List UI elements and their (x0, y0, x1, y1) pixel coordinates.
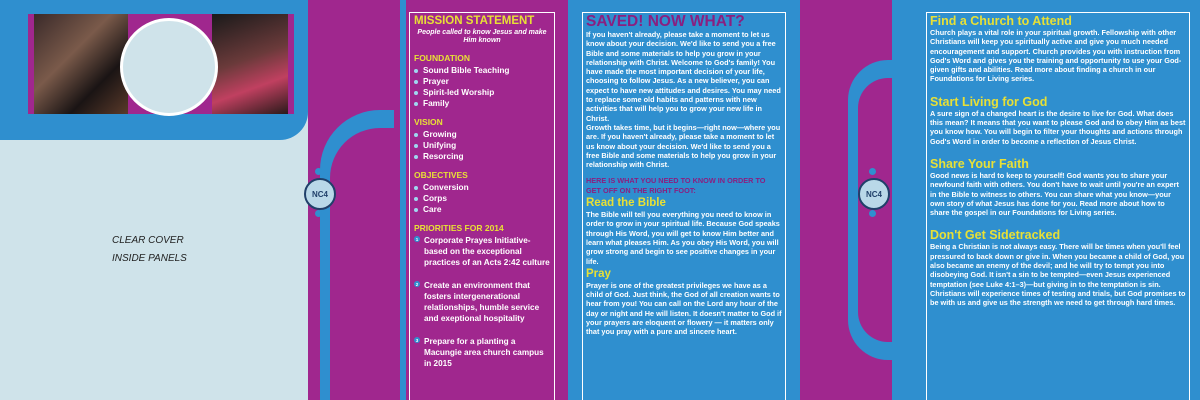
list-item: Spirit-led Worship (414, 87, 550, 98)
nc4-badge-right: NC4 (858, 178, 890, 210)
number-badge-icon: 2 (415, 281, 419, 287)
objectives-heading: OBJECTIVES (414, 170, 468, 180)
badge-dot-icon (869, 210, 876, 217)
living-heading: Start Living for God (930, 94, 1048, 109)
read-bible-heading: Read the Bible (586, 197, 666, 210)
divider-tab-left-inner (330, 128, 394, 400)
priorities-list (414, 235, 550, 369)
mission-panel-edge (400, 0, 406, 400)
badge-dot-icon (315, 210, 322, 217)
list-item: Sound Bible Teaching (414, 65, 550, 76)
sidetracked-heading: Don't Get Sidetracked (930, 228, 1061, 243)
number-badge-icon: 1 (415, 236, 419, 242)
mission-subtitle: People called to know Jesus and make Him known (417, 29, 547, 44)
list-item (414, 235, 550, 268)
list-item: Prayer (414, 76, 550, 87)
list-item (414, 280, 550, 324)
foundation-heading: FOUNDATION (414, 53, 471, 63)
list-item: Unifying (414, 140, 550, 151)
sidetracked-text: Being a Christian is not always easy. There will be times when you'll feel pressured to back down or give in. When you became a child of God, you also became an enemy of the devil; and he will try to tempt you into disobeying God. It isn't a sin to be tempted—even Jesus experienced temptation (see Luke 4:1–3)—but giving in to the temptation is sin. Christians will experience times of testing and trials, but God promises to be with us and give us the strength we need to get through hard times. (930, 242, 1186, 308)
clear-cover-label: CLEAR COVER (112, 235, 184, 246)
nc4-badge-left: NC4 (304, 178, 336, 210)
list-item: Growing (414, 129, 550, 140)
saved-callout: HERE IS WHAT YOU NEED TO KNOW IN ORDER TO GET OFF ON THE RIGHT FOOT: (586, 176, 766, 195)
church-text: Church plays a vital role in your spiritual growth. Fellowship with other Christians will keep you spiritually active and give you much needed encouragement and support. Church provides you with instruction from God's Word and gives you the training and opportunity to use your God-given gifts and abilities. Read more about finding a church in our Foundations for Living series. (930, 28, 1182, 84)
saved-intro: If you haven't already, please take a moment to let us know about your decision. We'd like to send you a free Bible and some materials to help you grow in your relationship with Christ. Welcome to God's family! You have made the most important decision of your life, choosing to follow Jesus. As a new believer, you can expect to have new attitudes and desires. You may need to replace some old habits and patterns with new activities that will help you to grow your new life in Christ. (586, 30, 781, 123)
saved-title: SAVED! NOW WHAT? (586, 13, 745, 30)
list-item: Family (414, 98, 550, 109)
faith-text: Good news is hard to keep to yourself! God wants you to share your newfound faith with others. You don't have to wait until you're an expert in the Bible to witness to others. You can share what you know—your own story of what Jesus has done for you. Read more about how to share the gospel in our Foundations for Living series. (930, 170, 1179, 218)
foundation-list (414, 65, 550, 109)
badge-dot-icon (869, 168, 876, 175)
list-item: Corps (414, 193, 550, 204)
saved-box (582, 12, 786, 400)
cover-circle-cutout (120, 18, 218, 116)
pray-heading: Pray (586, 267, 611, 280)
mission-box (409, 12, 555, 400)
read-bible-text: The Bible will tell you everything you need to know in order to grow in your spiritual life. Because God speaks through His Word, you will get to know Him better and learn what pleases Him. As you obey His Word, you will grow strong and begin to see positive changes in your life. (586, 210, 780, 266)
priority-text: Prepare for a planting a Macungie area church campus in 2015 (424, 337, 544, 368)
mission-title: MISSION STATEMENT (414, 15, 535, 27)
list-item (414, 336, 550, 369)
pray-text: Prayer is one of the greatest privileges we have as a child of God. Just think, the God of all creation wants to hear from you! You can call on the Lord any hour of the day or night and He will listen. It doesn't matter to God if your prayers are eloquent or flowery — it matters only that you pray with a pure and sincere heart. (586, 280, 782, 337)
saved-intro-2: Growth takes time, but it begins—right now—where you are. If you haven't already, please take a moment to let us know about your decision. We'd like to send you a free Bible and some materials to help you grow in your relationship with Christ. (586, 122, 781, 170)
faith-heading: Share Your Faith (930, 156, 1029, 171)
church-heading: Find a Church to Attend (930, 14, 1072, 28)
growth-box (926, 12, 1190, 400)
guitarist-photo (34, 14, 128, 114)
priorities-heading: PRIORITIES FOR 2014 (414, 223, 504, 233)
list-item: Resorcing (414, 151, 550, 162)
badge-dot-icon (315, 168, 322, 175)
worship-crowd-photo (212, 14, 288, 114)
living-text: A sure sign of a changed heart is the desire to live for God. What does this mean? It means that you want to please God and to obey Him as best you know how. You will begin to filter your thoughts and actions through God's Word in order to become a reflection of Jesus Christ. (930, 108, 1186, 146)
vision-heading: VISION (414, 117, 443, 127)
priority-text: Corporate Prayes Initiative-based on the exceptional practices of an Acts 2:42 culture (424, 236, 550, 267)
number-badge-icon: 3 (415, 337, 419, 343)
objectives-list (414, 182, 550, 215)
cover-photo-strip (28, 14, 294, 114)
list-item: Conversion (414, 182, 550, 193)
priority-text: Create an environment that fosters intergenerational relationships, humble service and exeptional hospitality (424, 281, 540, 323)
list-item: Care (414, 204, 550, 215)
divider-tab-right-inner (858, 78, 892, 342)
vision-list (414, 129, 550, 162)
inside-panels-label: INSIDE PANELS (112, 253, 187, 264)
